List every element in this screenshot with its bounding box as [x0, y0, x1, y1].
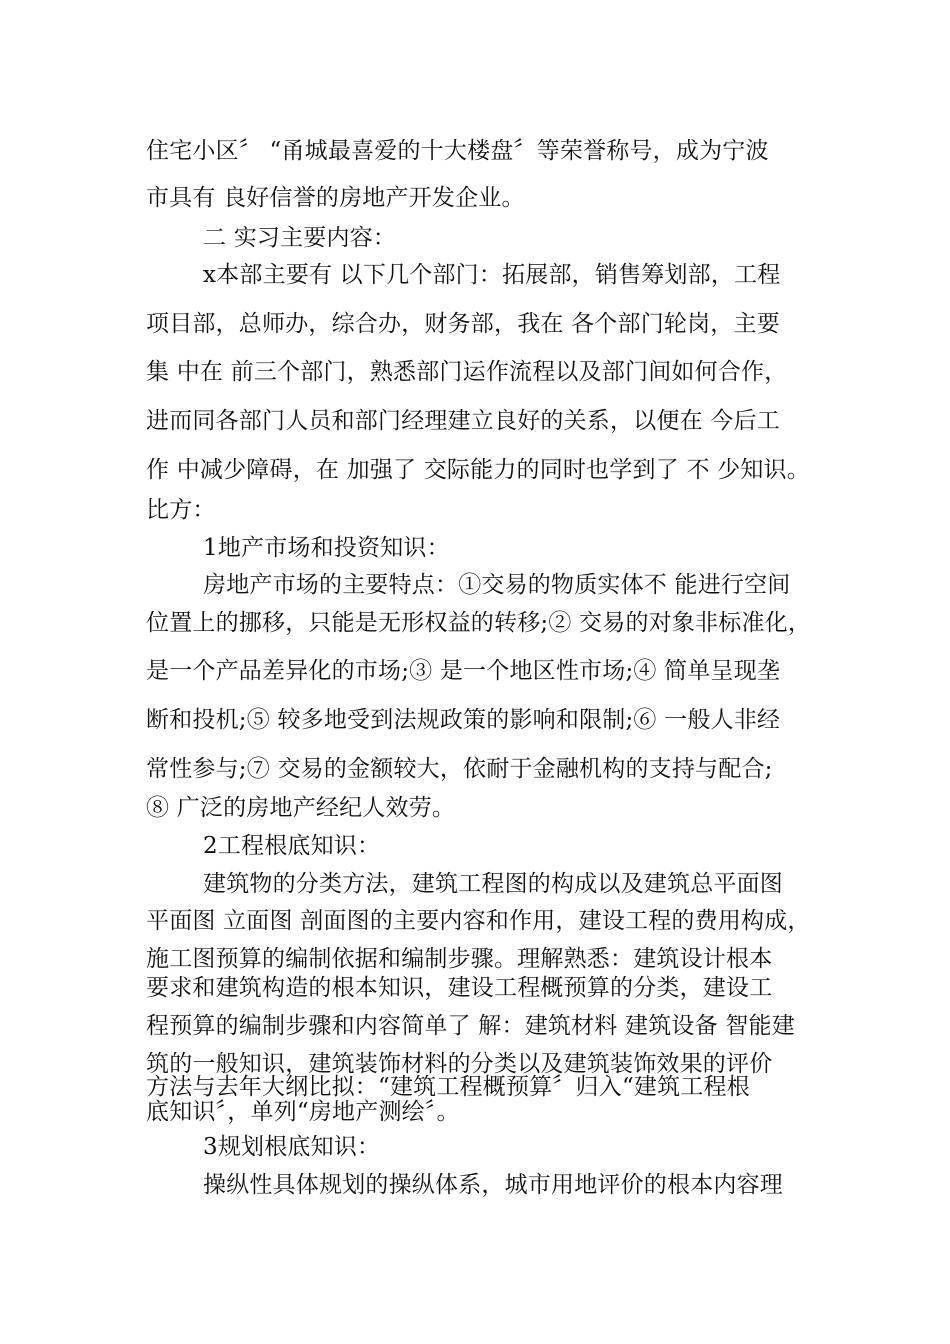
text-line: 底知识〞，单列“房地产测绘〞。: [146, 1099, 460, 1125]
text-line: 房地产市场的主要特点：①交易的物质实体不 能进行空间: [203, 572, 791, 598]
text-line: 市具有 良好信誉的房地产开发企业。: [146, 185, 525, 211]
text-line: 比方：: [146, 497, 216, 523]
text-line: 常性参与;⑦ 交易的金额较大，依耐于金融机构的支持与配合;: [146, 756, 773, 782]
text-line: 项目部，总师办，综合办，财务部，我在 各个部门轮岗，主要: [146, 311, 780, 337]
text-line: 程预算的编制步骤和内容简单了 解：建筑材料 建筑设备 智能建: [146, 1013, 795, 1039]
section-heading: 二 实习主要内容：: [203, 225, 397, 251]
subsection-heading: 1地产市场和投资知识：: [203, 535, 450, 561]
text-line: 住宅小区〞 “甬城最喜爱的十大楼盘〞等荣誉称号，成为宁波: [146, 138, 769, 164]
text-line: 进而同各部门人员和部门经理建立良好的关系，以便在 今后工: [146, 408, 780, 434]
text-line: 建筑物的分类方法，建筑工程图的构成以及建筑总平面图: [203, 871, 783, 897]
text-line: 集 中在 前三个部门，熟悉部门运作流程以及部门间如何合作，: [146, 359, 788, 385]
text-line: 方法与去年大纲比拟：“建筑工程概预算〞归入“建筑工程根: [146, 1074, 750, 1100]
text-line: 断和投机;⑤ 较多地受到法规政策的影响和限制;⑥ 一般人非经: [146, 707, 781, 733]
text-line: 平面图 立面图 剖面图的主要内容和作用，建设工程的费用构成，: [146, 908, 811, 934]
text-line: 位置上的挪移，只能是无形权益的转移;② 交易的对象非标准化，: [146, 610, 812, 636]
text-line: 操纵性具体规划的操纵体系，城市用地评价的根本内容理: [203, 1172, 783, 1198]
subsection-heading: 3规划根底知识：: [203, 1134, 381, 1160]
text-line: x本部主要有 以下几个部门：拓展部，销售筹划部，工程: [203, 262, 781, 288]
text-line: 是一个产品差异化的市场;③ 是一个地区性市场;④ 简单呈现垄: [146, 658, 781, 684]
text-line: 筑的一般知识，建筑装饰材料的分类以及建筑装饰效果的评价: [146, 1051, 773, 1077]
text-line: ⑧ 广泛的房地产经纪人效劳。: [146, 795, 456, 821]
text-line: 要求和建筑构造的根本知识，建设工程概预算的分类，建设工: [146, 975, 773, 1001]
subsection-heading: 2工程根底知识：: [203, 833, 381, 859]
text-line: 施工图预算的编制依据和编制步骤。理解熟悉：建筑设计根本: [146, 946, 773, 972]
text-line: 作 中减少障碍，在 加强了 交际能力的同时也学到了 不 少知识。: [146, 457, 810, 483]
